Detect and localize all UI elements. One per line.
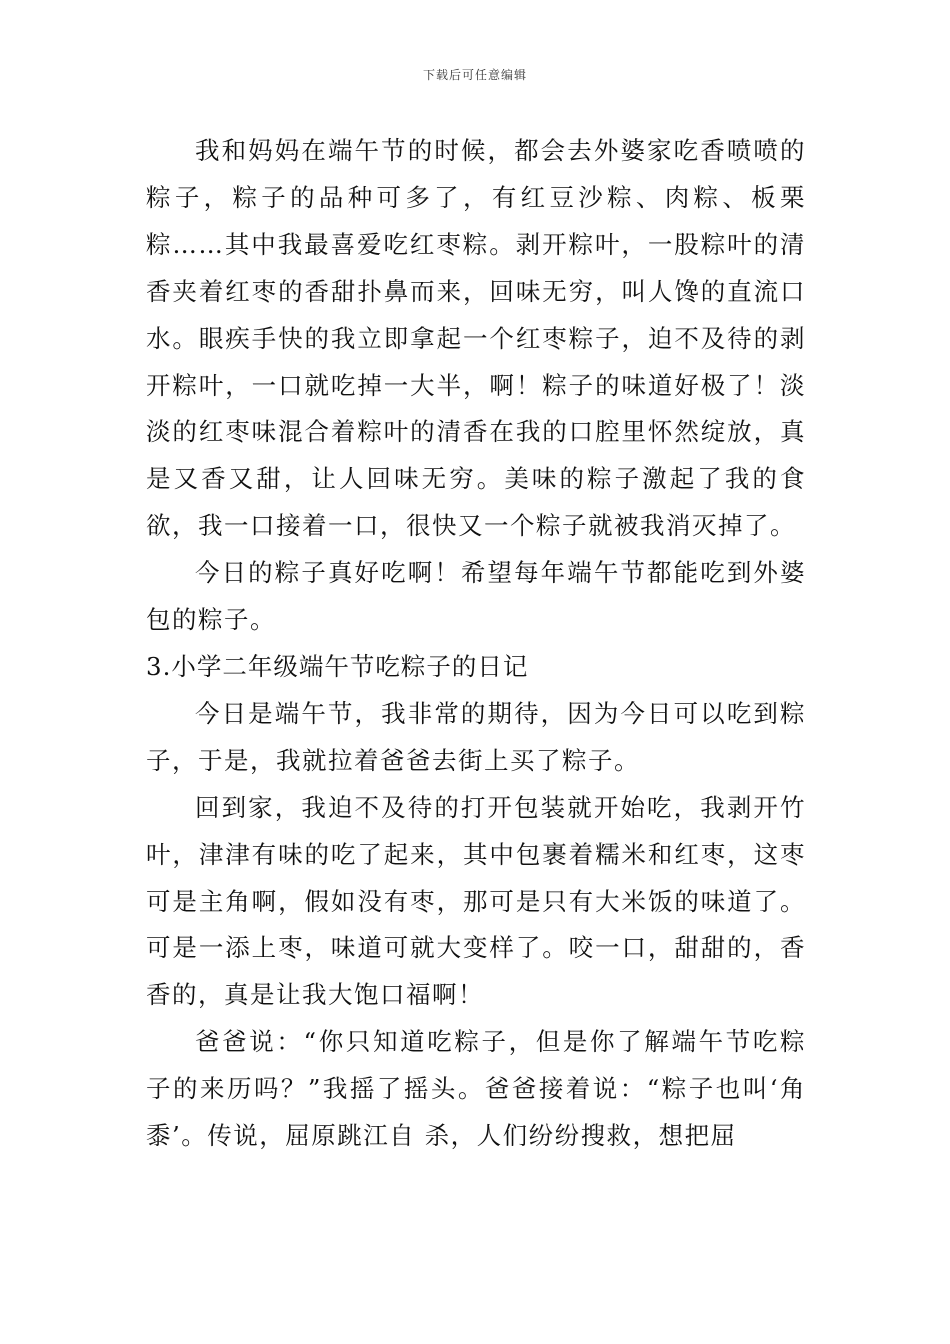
page-header: 下载后可任意编辑: [422, 68, 527, 82]
section-heading: 3.小学二年级端午节吃粽子的日记: [146, 651, 529, 681]
paragraph: 我和妈妈在端午节的时候，都会去外婆家吃香喷喷的粽子，粽子的品种可多了，有红豆沙粽、肉粽、板栗粽……其中我最喜爱吃红枣粽。剥开粽叶，一股粽叶的清香夹着红枣的香甜扑鼻而来，回味无穷，叫人馋的直流口水。眼疾手快的我立即拿起一个红枣粽子，迫不及待的剥开粽叶，一口就吃掉一大半，啊！粽子的味道好极了！淡淡的红枣味混合着粽叶的清香在我的口腔里怀然绽放，真是又香又甜，让人回味无穷。美味的粽子激起了我的食欲，我一口接着一口，很快又一个粽子就被我消灭掉了。: [146, 136, 806, 541]
document-body: [146, 128, 806, 1160]
paragraph: 今日是端午节，我非常的期待，因为今日可以吃到粽子，于是，我就拉着爸爸去街上买了粽子。: [146, 698, 806, 775]
paragraph: 回到家，我迫不及待的打开包装就开始吃，我剥开竹叶，津津有味的吃了起来，其中包裹着糯米和红枣，这枣可是主角啊，假如没有枣，那可是只有大米饭的味道了。可是一添上枣，味道可就大变样了。咬一口，甜甜的，香香的，真是让我大饱口福啊！: [146, 792, 806, 1010]
paragraph: 今日的粽子真好吃啊！希望每年端午节都能吃到外婆包的粽子。: [146, 558, 806, 635]
paragraph: 爸爸说：“你只知道吃粽子，但是你了解端午节吃粽子的来历吗？”我摇了摇头。爸爸接着说：“粽子也叫‘角黍’。传说，屈原跳江自 杀，人们纷纷搜救，想把屈: [146, 1027, 806, 1151]
